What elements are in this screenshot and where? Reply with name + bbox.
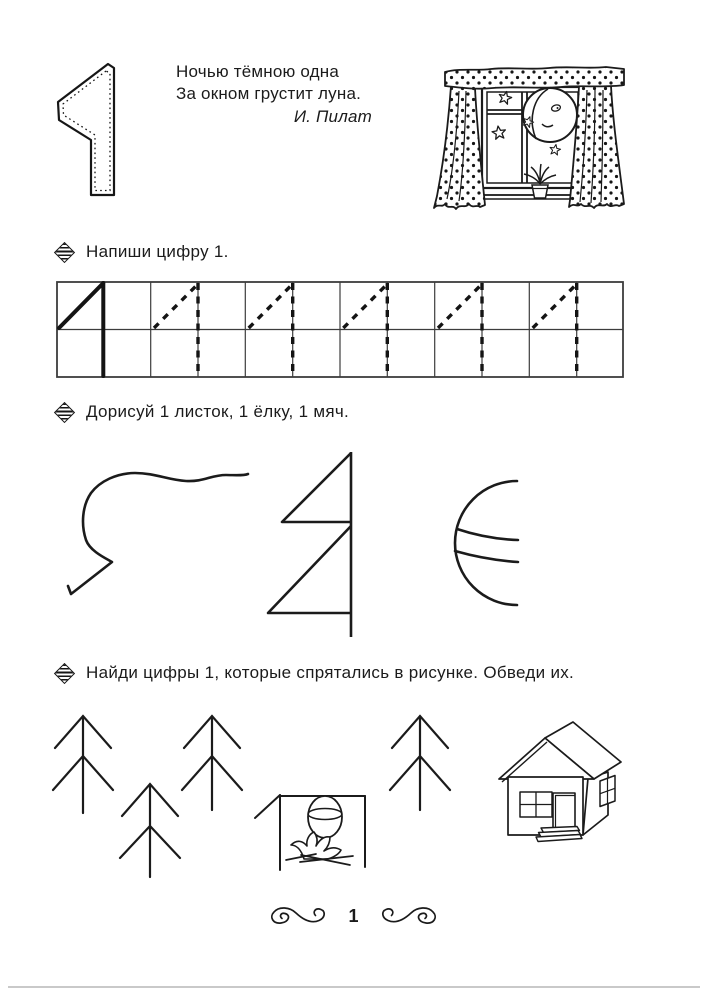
task-2-drawings [55,445,585,645]
night-window-illustration [421,36,633,216]
task-bullet-diamond-icon [55,243,73,261]
page-edge-line [8,986,700,988]
writing-practice-grid [56,281,624,378]
task-bullet-diamond-icon [55,664,73,682]
half-leaf-icon [68,473,248,594]
potted-plant-icon [524,164,556,198]
half-fir-tree-icon [268,452,351,637]
task-1-label: Напиши цифру 1. [86,242,229,261]
moon-icon [523,88,577,142]
task-2-header [55,402,349,422]
house-icon [499,722,621,842]
task-1-header [55,242,229,262]
task-bullet-diamond-icon [55,403,73,421]
flourish-right-icon [375,903,441,929]
door-icon [553,793,575,830]
poem-author: И. Пилат [293,107,372,126]
poem-line-2: За окном грустит луна. [176,84,362,103]
left-curtain-icon [434,86,485,209]
half-ball-icon [455,481,518,605]
flourish-left-icon [266,903,332,929]
side-window-icon [600,776,615,807]
poem-line-1: Ночью тёмною одна [176,62,340,81]
front-window-icon [520,792,552,817]
campfire-with-pot-icon [255,795,365,870]
task-2-label: Дорисуй 1 листок, 1 ёлку, 1 мяч. [86,402,350,421]
right-curtain-icon [569,86,624,208]
task-3-scene [28,698,678,894]
big-digit-one-outline [52,50,138,200]
page-number: 1 [348,905,359,926]
poem [176,61,372,128]
page-footer [0,903,707,929]
curtain-valance-icon [445,67,624,89]
steps-icon [536,827,582,842]
task-3-header [55,663,574,683]
task-3-label: Найди цифры 1, которые спрятались в рисунке. Обведи их. [86,663,575,682]
stick-fir-tree-icon [53,716,450,877]
